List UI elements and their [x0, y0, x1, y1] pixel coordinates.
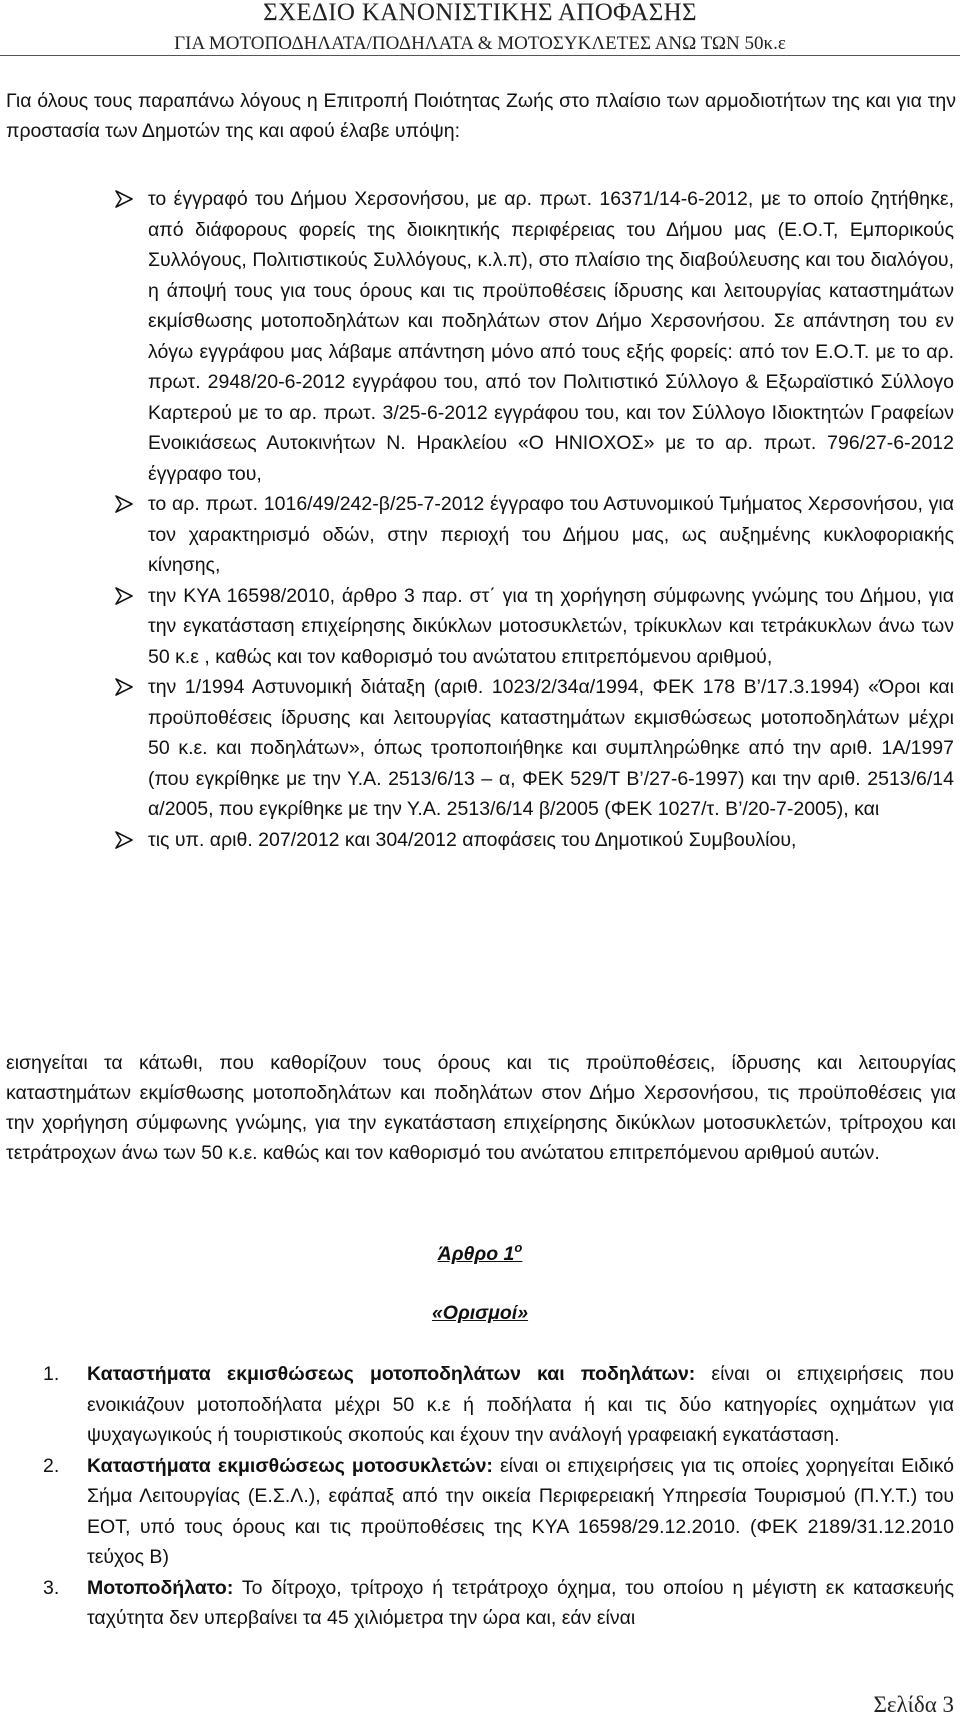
list-item-text: τις υπ. αριθ. 207/2012 και 304/2012 αποφάσεις του Δημοτικού Συμβουλίου,	[148, 828, 797, 851]
arrow-bullet-icon	[113, 585, 135, 607]
proposal-paragraph: εισηγείται τα κάτωθι, που καθορίζουν τους όρους και τις προϋποθέσεις, ίδρυσης και λειτουργίας καταστημάτων εκμίσθωσης μοτοποδηλάτων και ποδηλάτων στον Δήμο Χερσονήσου, τις προϋποθέσεις για την χορήγηση σύμφωνης γνώμης, για την εγκατάσταση επιχείρησης δικύκλων μοτοσυκλετών, τρίτροχου και τετράτροχων άνω των 50 κ.ε. καθώς και τον καθορισμό του ανώτατου επιτρεπόμενου αριθμού αυτών.	[6, 1052, 956, 1164]
intro-paragraph: Για όλους τους παραπάνω λόγους η Επιτροπή Ποιότητας Ζωής στο πλαίσιο των αρμοδιοτήτων της και για την προστασία των Δημοτών της και αφού έλαβε υπόψη:	[6, 90, 956, 142]
list-item	[0, 489, 960, 581]
list-item	[0, 581, 960, 673]
article-heading	[0, 1240, 960, 1266]
list-item-text: την 1/1994 Αστυνομική διάταξη (αριθ. 1023/2/34α/1994, ΦΕΚ 178 Β’/17.3.1994) «Όροι και προϋποθέσεις ίδρυσης και λειτουργίας καταστημάτων εκμισθώσεως μοτοποδηλάτων μέχρι 50 κ.ε. και ποδηλάτων», όπως τροποποιήθηκε και συμπληρώθηκε από την αριθ. 1Α/1997 (που εγκρίθηκε με την Υ.Α. 2513/6/13 – α, ΦΕΚ 529/Τ Β’/27-6-1997) και την αριθ. 2513/6/14 α/2005, που εγκρίθηκε με την Υ.Α. 2513/6/14 β/2005 (ΦΕΚ 1027/τ. Β’/20-7-2005), και	[148, 676, 954, 820]
list-item	[0, 1359, 960, 1451]
considerations-list	[0, 184, 960, 855]
list-item-text: το έγγραφό του Δήμου Χερσονήσου, με αρ. πρωτ. 16371/14-6-2012, με το οποίο ζητήθηκε, από διάφορους φορείς της διοικητικής περιφέρειας του Δήμου μας (Ε.Ο.Τ, Εμπορικούς Συλλόγους, Πολιτιστικούς Συλλόγους, κ.λ.π), στο πλαίσιο της διαβούλευσης και του διαλόγου, η άποψή τους για τους όρους και τις προϋποθέσεις ίδρυσης και λειτουργίας καταστημάτων εκμίσθωσης μοτοποδηλάτων και ποδηλάτων στον Δήμο Χερσονήσου. Σε απάντηση του εν λόγω εγγράφου μας λάβαμε απάντηση μόνο από τους εξής φορείς: από τον Ε.Ο.Τ. με το αρ. πρωτ. 2948/20-6-2012 εγγράφου του, από τον Πολιτιστικό Σύλλογο & Εξωραϊστικό Σύλλογο Καρτερού με το αρ. πρωτ. 3/25-6-2012 εγγράφου του, και τον Σύλλογο Ιδιοκτητών Γραφείων Ενοικιάσεως Αυτοκινήτων Ν. Ηρακλείου «Ο ΗΝΙΟΧΟΣ» με το αρ. πρωτ. 796/27-6-2012 έγγραφο του,	[148, 188, 954, 485]
list-item-number: 3.	[43, 1576, 60, 1599]
list-item-text: το αρ. πρωτ. 1016/49/242-β/25-7-2012 έγγραφο του Αστυνομικού Τμήματος Χερσονήσου, για τον χαρακτηρισμό οδών, στην περιοχή του Δήμου μας, ως αυξημένης κυκλοφοριακής κίνησης,	[148, 493, 954, 576]
list-item	[0, 672, 960, 825]
article-subheading: «Ορισμοί»	[431, 1302, 529, 1324]
arrow-bullet-icon	[113, 676, 135, 698]
definition-text: είναι οι επιχειρήσεις που ενοικιάζουν μοτοποδήλατα μέχρι 50 κ.ε ή ποδήλατα ή και τις δύο κατηγορίες οχημάτων για ψυχαγωγικούς ή τουριστικούς σκοπούς και έχουν την ανάλογή γραφειακή εγκατάσταση.	[87, 1363, 954, 1446]
article-heading-superscript: ο	[514, 1240, 523, 1255]
list-item	[0, 1451, 960, 1573]
list-item-text: την ΚΥΑ 16598/2010, άρθρο 3 παρ. στ΄ για τη χορήγηση σύμφωνης γνώμης του Δήμου, για την εγκατάσταση επιχείρησης δικύκλων μοτοσυκλετών, τρίκυκλων και τετράκυκλων άνω των 50 κ.ε , καθώς και τον καθορισμό του ανώτατου επιτρεπόμενου αριθμού,	[148, 584, 954, 668]
document-title: ΣΧΕΔΙΟ ΚΑΝΟΝΙΣΤΙΚΗΣ ΑΠΟΦΑΣΗΣ	[263, 0, 697, 26]
arrow-bullet-icon	[113, 493, 135, 515]
page-number: Σελίδα 3	[873, 1692, 954, 1717]
list-item	[0, 1573, 960, 1634]
definition-term: Καταστήματα εκμισθώσεως μοτοσυκλετών:	[87, 1454, 493, 1477]
definition-term: Μοτοποδήλατο:	[87, 1576, 234, 1599]
definition-text: Το δίτροχο, τρίτροχο ή τετράτροχο όχημα, του οποίου η μέγιστη εκ κατασκευής ταχύτητα δεν υπερβαίνει τα 45 χιλιόμετρα την ώρα και, εάν είναι	[87, 1576, 954, 1629]
list-item	[0, 184, 960, 489]
definition-term: Καταστήματα εκμισθώσεως μοτοποδηλάτων και ποδηλάτων:	[87, 1363, 696, 1385]
arrow-bullet-icon	[113, 829, 135, 851]
document-subtitle: ΓΙΑ ΜΟΤΟΠΟΔΗΛΑΤΑ/ΠΟΔΗΛΑΤΑ & ΜΟΤΟΣΥΚΛΕΤΕΣ ΑΝΩ ΤΩΝ 50κ.ε	[174, 33, 786, 54]
definition-text: είναι οι επιχειρήσεις για τις οποίες χορηγείται Ειδικό Σήμα Λειτουργίας (Ε.Σ.Λ.), εφάπαξ από την οικεία Περιφερειακή Υπηρεσία Τουρισμού (Π.Υ.Τ.) του ΕΟΤ, υπό τους όρους και τις προϋποθέσεις της ΚΥΑ 16598/29.12.2010. (ΦΕΚ 2189/31.12.2010 τεύχος Β)	[87, 1454, 954, 1568]
article-heading-text: Άρθρο 1	[437, 1243, 515, 1265]
header-divider	[0, 55, 960, 56]
definitions-list	[0, 1359, 960, 1634]
list-item-number: 1.	[43, 1363, 60, 1385]
list-item	[0, 825, 960, 856]
arrow-bullet-icon	[113, 188, 135, 210]
document-header	[0, 0, 960, 56]
list-item-number: 2.	[43, 1454, 60, 1477]
